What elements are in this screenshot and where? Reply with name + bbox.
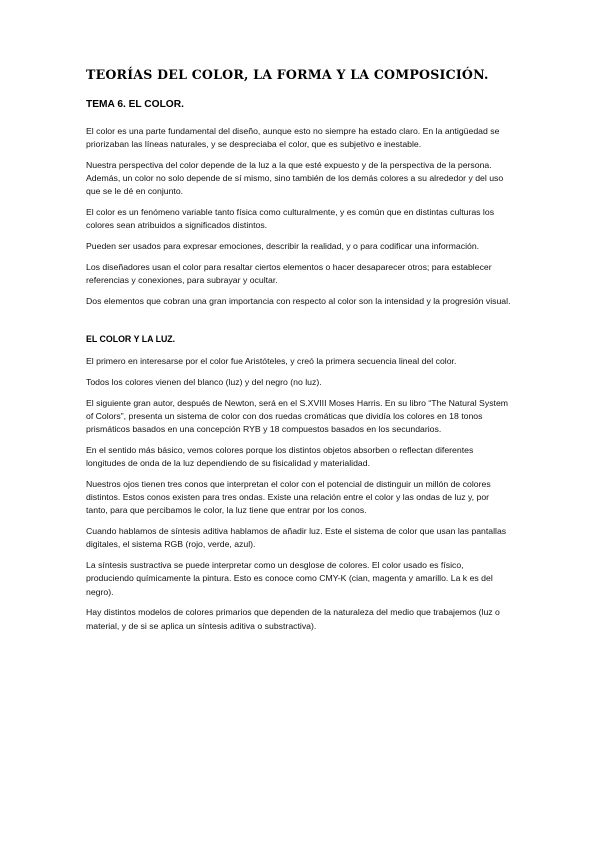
- intro-paragraph: El color es un fenómeno variable tanto física como culturalmente, y es común que en distintas culturas los colores sean atribuidos a significados distintos.: [86, 207, 495, 231]
- section-paragraph: Hay distintos modelos de colores primarios que dependen de la naturaleza del medio que trabajemos (luz o material, y de si se aplica un síntesis aditiva o substractiva).: [86, 607, 500, 631]
- section-heading: EL COLOR Y LA LUZ.: [86, 334, 176, 345]
- document-title: TEORÍAS DEL COLOR, LA FORMA Y LA COMPOSICIÓN.: [86, 67, 489, 82]
- section-paragraph: En el sentido más básico, vemos colores porque los distintos objetos absorben o reflectan diferentes longitudes de onda de la luz dependiendo de su fisicalidad y materialidad.: [86, 445, 474, 469]
- section-paragraph: El primero en interesarse por el color fue Aristóteles, y creó la primera secuencia lineal del color.: [86, 356, 457, 367]
- intro-paragraph: Nuestra perspectiva del color depende de la luz a la que esté expuesto y de la perspectiva de la persona. Además, un color no solo depende de sí mismo, sino también de los demás colores a su alrededor y del uso que se le dé en conjunto.: [86, 160, 504, 197]
- document-subtitle: TEMA 6. EL COLOR.: [86, 99, 184, 110]
- section-paragraph: Cuando hablamos de síntesis aditiva hablamos de añadir luz. Este el sistema de color que usan las pantallas digitales, el sistema RGB (rojo, verde, azul).: [86, 526, 507, 550]
- section-paragraph: La síntesis sustractiva se puede interpretar como un desglose de colores. El color usado es físico, produciendo químicamente la pintura. Esto es conoce como CMY-K (cian, magenta y amarillo. La k es del negro).: [86, 560, 493, 597]
- section-paragraph: El siguiente gran autor, después de Newton, será en el S.XVIII Moses Harris. En su libro “The Natural System of Colors”, presenta un sistema de color con dos ruedas cromáticas que dividía los colores en 18 tonos prismáticos basados en una concepción RYB y 18 compuestos basados en los secundarios.: [86, 397, 509, 435]
- intro-paragraph: Pueden ser usados para expresar emociones, describir la realidad, y o para codificar una información.: [86, 241, 480, 252]
- section-paragraph: Nuestros ojos tienen tres conos que interpretan el color con el potencial de distinguir un millón de colores distintos. Estos conos existen para tres ondas. Existe una relación entre el color y las ondas de luz y, por tanto, para que percibamos le color, la luz tiene que entrar por los conos.: [86, 479, 491, 516]
- intro-paragraph: Dos elementos que cobran una gran importancia con respecto al color son la intensidad y la progresión visual.: [86, 296, 511, 306]
- intro-paragraph: El color es una parte fundamental del diseño, aunque esto no siempre ha estado claro. En la antigüedad se priorizaban las líneas naturales, y se despreciaba el color, que es subjetivo e inestable.: [86, 126, 500, 150]
- section-paragraph: Todos los colores vienen del blanco (luz) y del negro (no luz).: [86, 377, 322, 387]
- intro-paragraph: Los diseñadores usan el color para resaltar ciertos elementos o hacer desaparecer otros; para establecer referencias y conexiones, para subrayar y ocultar.: [86, 262, 492, 286]
